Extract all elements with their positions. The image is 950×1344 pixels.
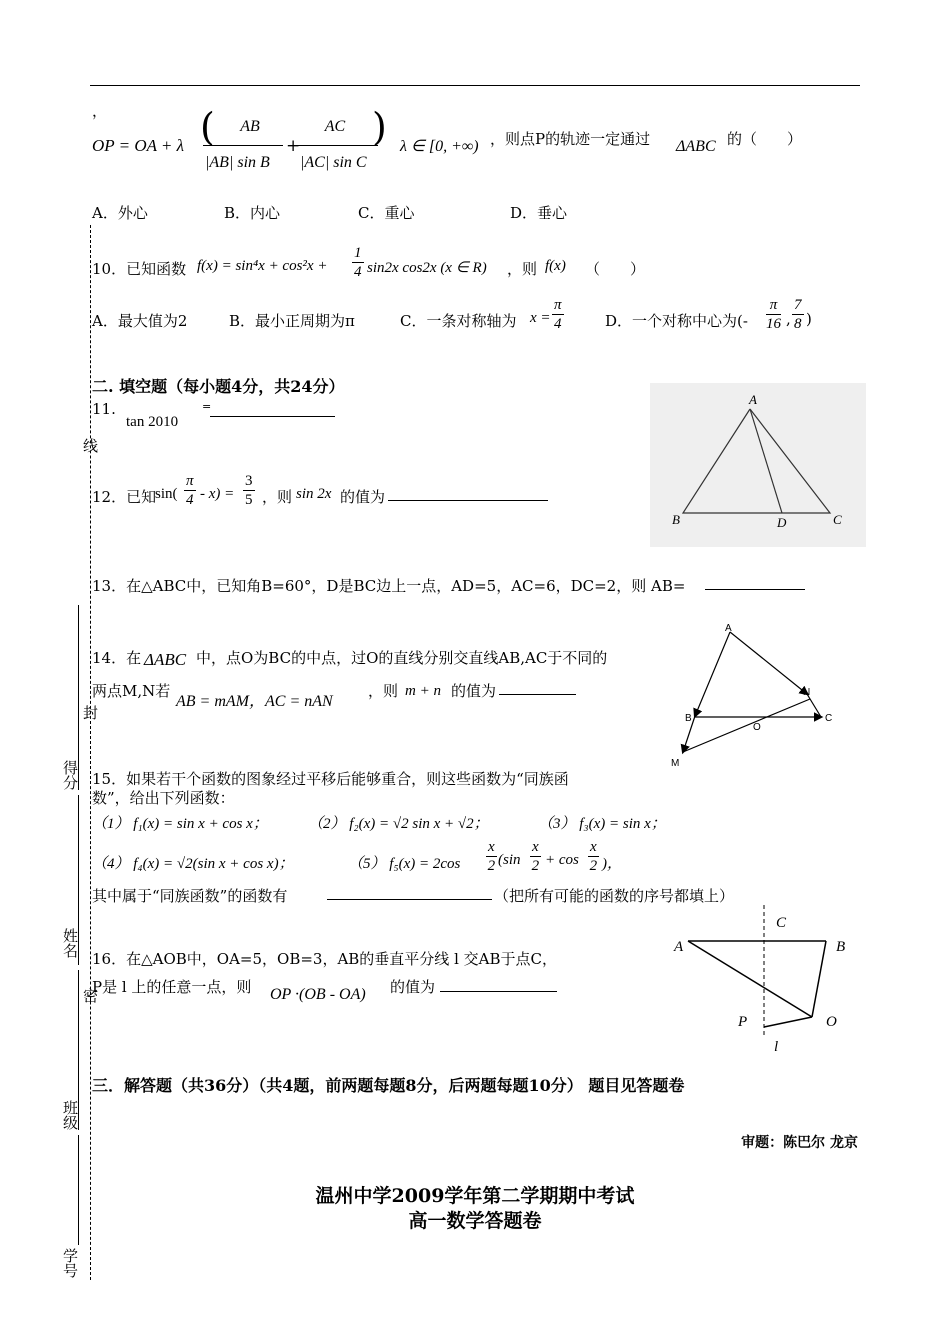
q14-answer-blank[interactable] xyxy=(499,680,576,695)
fig1-label-b: B xyxy=(672,512,680,527)
answer-sheet-title: 温州中学2009学年第二学期期中考试 xyxy=(315,1185,635,1207)
margin-banji: 班级 xyxy=(61,1100,79,1130)
q10-stem: 10．已知函数 xyxy=(92,260,187,278)
q9-formula-lhs: OP = OA + λ xyxy=(92,136,185,155)
q15-line4: 其中属于“同族函数”的函数有 xyxy=(92,887,288,905)
q12-tail: ，则 xyxy=(262,488,293,506)
q12-mid: - x) = xyxy=(200,486,235,502)
fig3-label-o: O xyxy=(826,1014,837,1030)
q9-top1: AB xyxy=(240,118,260,135)
q10-fx: f(x) xyxy=(545,258,566,274)
q10-option-a: A．最大值为2 xyxy=(92,312,188,330)
q9-bot1: |AB| sin B xyxy=(205,154,270,171)
q9-option-a: A．外心 xyxy=(92,204,148,222)
top-rule xyxy=(90,85,860,86)
q15-f1: （1） f₁(x) = sin x + cos x； xyxy=(92,816,268,832)
q9-lambda: λ ∈ [0, +∞) xyxy=(400,138,479,155)
margin-mi: 密 xyxy=(81,988,99,1003)
q10-option-c-x: x = xyxy=(530,310,551,326)
q10-formula2: sin2x cos2x (x ∈ R) xyxy=(367,260,487,276)
figure-triangle-abd xyxy=(650,383,866,547)
margin-line-xingming xyxy=(78,795,79,965)
q14-line2b: ，则 xyxy=(368,682,399,700)
q9-paren-left: ( xyxy=(200,105,215,149)
margin-line-defen xyxy=(78,605,79,790)
q10-option-b: B．最小正周期为π xyxy=(229,312,355,330)
q12-sin: sin( xyxy=(155,486,178,502)
q15-half1: $\frac{x}{2}$ xyxy=(487,839,496,874)
q13-text: 13．在△ABC中，已知角B=60°，D是BC边上一点，AD=5，AC=6，DC=2，则 AB= xyxy=(92,577,686,595)
margin-feng: 封 xyxy=(81,705,99,720)
q10-comma: , xyxy=(786,310,791,328)
q12-expr: sin 2x xyxy=(296,486,332,502)
figure-triangle-mn-svg xyxy=(665,620,840,770)
q14-line1: 14．在 xyxy=(92,649,142,667)
reviewer-note: 审题：陈巴尔 龙京 xyxy=(741,1135,858,1151)
q9-bot2: |AC| sin C xyxy=(300,154,367,171)
figure-triangle-aob xyxy=(670,905,860,1060)
margin-xingming: 姓名 xyxy=(61,928,79,958)
figure-triangle-abd-svg xyxy=(650,383,866,547)
q15-line2: 数”，给出下列函数： xyxy=(92,789,235,807)
q9-plus: + xyxy=(286,136,301,156)
answer-sheet-subtitle: 高一数学答题卷 xyxy=(408,1210,542,1232)
q14-triangle: ΔABC xyxy=(144,650,187,669)
section2-heading: 二. 填空题（每小题4分，共24分） xyxy=(92,377,345,396)
margin-defen: 得分 xyxy=(61,760,79,790)
fig3-label-b: B xyxy=(836,939,846,955)
q14-eq: AB = mAM，AC = nAN xyxy=(176,693,333,710)
q15-answer-blank[interactable] xyxy=(327,885,492,900)
q15-half3: $\frac{x}{2}$ xyxy=(589,839,598,874)
q10-option-d-end: ) xyxy=(806,310,812,328)
q15-f5b: (sin xyxy=(498,852,521,868)
fig3-label-l: l xyxy=(774,1039,779,1055)
q16-line2: P是 l 上的任意一点，则 xyxy=(92,978,252,996)
q9-paren-right: ) xyxy=(372,105,387,149)
margin-line-banji xyxy=(78,970,79,1130)
q15-half2: $\frac{x}{2}$ xyxy=(531,839,540,874)
q9-tail: ，则点P的轨迹一定通过 xyxy=(490,130,651,148)
fig2-label-c: C xyxy=(825,713,833,724)
q14-line2c: 的值为 xyxy=(451,682,497,700)
q14-line2: 两点M,N若 xyxy=(92,682,171,700)
q14-line1b: 中，点O为BC的中点，过O的直线分别交直线AB,AC于不同的 xyxy=(196,649,608,667)
q9-option-c: C．重心 xyxy=(358,204,415,222)
q15-f4: （4） f₄(x) = √2(sin x + cos x)； xyxy=(92,856,294,872)
q9-tail2: 的（ ） xyxy=(727,130,803,148)
q10-option-c-frac: $\frac{\pi}{4}$ xyxy=(554,297,562,332)
q15-line4b: （把所有可能的函数的序号都填上） xyxy=(494,887,735,905)
fig1-label-d: D xyxy=(777,515,787,530)
q16-expr: OP ·(OB - OA) xyxy=(270,986,366,1003)
q15-line1: 15．如果若干个函数的图象经过平移后能够重合，则这些函数为“同族函 xyxy=(92,770,569,788)
q12-frac1: $\frac{\pi}{4}$ xyxy=(186,473,194,508)
q9-top2: AC xyxy=(324,118,346,135)
margin-xian: 线 xyxy=(81,438,99,453)
q15-f3: （3） f₃(x) = sin x； xyxy=(538,816,666,832)
q16-line1: 16．在△AOB中，OA=5，OB=3，AB的垂直平分线 l 交AB于点C， xyxy=(92,950,557,968)
q10-frac: $\frac{1}{4}$ xyxy=(354,245,362,280)
q10-option-d-frac1: $\frac{\pi}{16}$ xyxy=(766,297,781,332)
q9-option-b: B．内心 xyxy=(224,204,281,222)
q10-option-d-frac2: $\frac{7}{8}$ xyxy=(794,297,802,332)
q9-option-d: D．垂心 xyxy=(510,204,568,222)
q14-mn: m + n xyxy=(405,683,441,699)
q15-f2: （2） f₂(x) = √2 sin x + √2； xyxy=(308,816,489,832)
q12-tail2: 的值为 xyxy=(340,488,386,506)
q10-option-c: C．一条对称轴为 xyxy=(400,312,517,330)
q16-tail: 的值为 xyxy=(390,978,436,996)
fig3-label-p: P xyxy=(738,1014,748,1030)
binding-dashed-line xyxy=(90,225,91,1280)
fig1-label-c: C xyxy=(833,512,842,527)
q10-formula: f(x) = sin⁴x + cos²x + xyxy=(197,258,328,274)
q12-answer-blank[interactable] xyxy=(388,486,548,501)
q16-answer-blank[interactable] xyxy=(440,978,557,992)
q13-answer-blank[interactable] xyxy=(705,575,805,590)
q12-stem: 12．已知 xyxy=(92,488,157,506)
q12-frac2: $\frac{3}{5}$ xyxy=(245,473,253,508)
q10-option-d: D．一个对称中心为(- xyxy=(605,312,748,330)
fig2-label-o: O xyxy=(753,722,761,733)
fig2-label-m: M xyxy=(671,758,680,769)
figure-triangle-mn xyxy=(665,620,840,770)
q15-f5d: )， xyxy=(602,856,622,872)
q9-fracline2 xyxy=(298,145,378,146)
q11-expr: tan 2010 xyxy=(126,414,179,430)
q9-fracline1 xyxy=(203,145,283,146)
q9-triangle: ΔABC xyxy=(676,138,716,155)
margin-xuehao: 学号 xyxy=(61,1248,79,1278)
fig3-label-a: A xyxy=(674,939,684,955)
fig3-label-c: C xyxy=(776,915,787,931)
q11-answer-blank[interactable] xyxy=(210,402,335,417)
q10-paren: （ ） xyxy=(585,260,646,278)
section3-heading: 三．解答题（共36分）（共4题，前两题每题8分，后两题每题10分） 题目见答题卷 xyxy=(92,1076,685,1095)
q11-eq: = xyxy=(202,400,212,413)
fig2-label-a: A xyxy=(725,623,732,634)
fig2-label-n: N xyxy=(803,687,811,698)
q15-f5a: （5） f₅(x) = 2cos xyxy=(348,856,461,872)
fig1-label-a: A xyxy=(749,392,757,407)
q15-f5c: + cos xyxy=(545,852,579,868)
q10-tail: ，则 xyxy=(507,260,538,278)
q9-mark: ， xyxy=(92,102,108,120)
fig2-label-b: B xyxy=(685,713,692,724)
figure-triangle-aob-svg xyxy=(670,905,860,1060)
q11-num: 11. xyxy=(92,400,116,418)
